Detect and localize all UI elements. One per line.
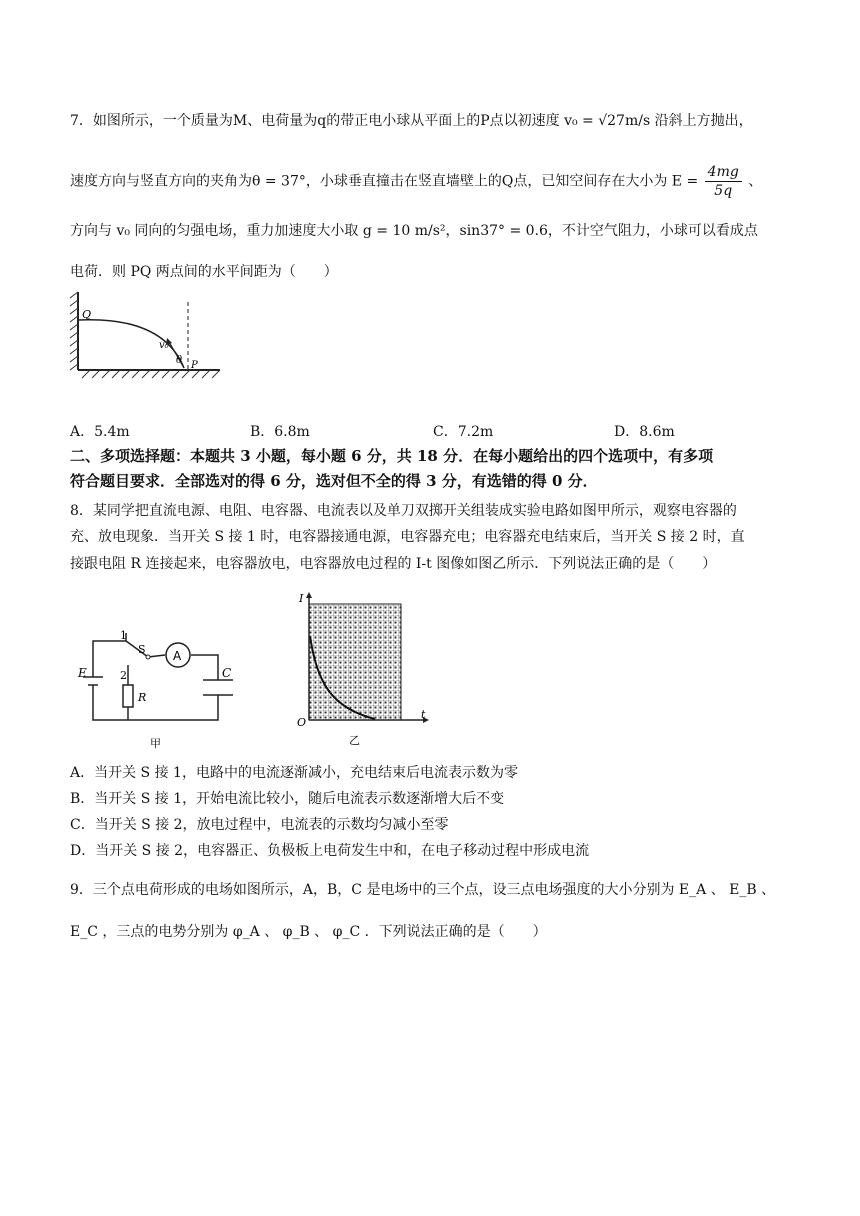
q7-line-3: 方向与 v₀ 同向的匀强电场，重力加速度大小取 g = 10 m/s²，sin37° = 0.6，不计空气阻力，小球可以看成点 bbox=[70, 223, 758, 239]
q7-option-b: B．6.8m bbox=[250, 424, 310, 440]
q7-line-4: 电荷．则 PQ 两点间的水平间距为（ ） bbox=[70, 264, 338, 280]
resistor-box bbox=[123, 685, 133, 707]
q8-option-d: D．当开关 S 接 2，电容器正、负极板上电荷发生中和，在电子移动过程中形成电流 bbox=[70, 843, 590, 859]
source-e-label: E bbox=[78, 666, 87, 680]
fraction-denominator: 5q bbox=[714, 183, 733, 199]
circuit-diagram bbox=[68, 595, 258, 755]
q9-line-1: 9．三个点电荷形成的电场如图所示，A，B，C 是电场中的三个点，设三点电场强度的大小分别为 E_A 、 E_B 、 bbox=[70, 882, 776, 898]
q8-option-b: B．当开关 S 接 1，开始电流比较小，随后电流表示数逐渐增大后不变 bbox=[70, 791, 505, 807]
figure-yi-label: 乙 bbox=[349, 734, 360, 747]
wall-hatch bbox=[70, 292, 78, 370]
q7-option-c: C．7.2m bbox=[433, 424, 494, 440]
grid-area bbox=[309, 604, 401, 720]
graph-i-label: I bbox=[299, 592, 304, 605]
graph-t-label: t bbox=[421, 708, 426, 721]
q7-option-d: D．8.6m bbox=[614, 424, 675, 440]
switch-pivot bbox=[146, 655, 150, 659]
i-axis-arrow bbox=[306, 592, 312, 598]
point-p-label: P bbox=[191, 360, 198, 371]
current-time-graph bbox=[283, 590, 433, 750]
v0-label: v₀ bbox=[159, 340, 169, 351]
q9-line-2: E_C ，三点的电势分别为 φ_A 、 φ_B 、 φ_C ．下列说法正确的是（ ） bbox=[70, 924, 547, 940]
theta-label: θ bbox=[176, 355, 183, 366]
fraction-numerator: 4mg bbox=[705, 163, 742, 182]
q8-option-c: C．当开关 S 接 2，放电过程中，电流表的示数均匀减小至零 bbox=[70, 817, 449, 833]
q7-option-a: A．5.4m bbox=[70, 424, 130, 440]
q8-line-2: 充、放电现象．当开关 S 接 1 时，电容器接通电源，电容器充电；电容器充电结束后，当开关 S 接 2 时，直 bbox=[70, 529, 745, 545]
q7-line-2-text: 速度方向与竖直方向的夹角为θ = 37°，小球垂直撞击在竖直墙壁上的Q点，已知空间存在大小为 E = bbox=[70, 173, 699, 190]
capacitor-c-label: C bbox=[222, 666, 232, 680]
q7-line-2 bbox=[70, 163, 762, 200]
circuit-wires bbox=[83, 633, 233, 720]
section-2-heading-line-1: 二、多项选择题：本题共 3 小题，每小题 6 分，共 18 分．在每小题给出的四个选项中，有多项 bbox=[70, 447, 714, 465]
terminal-1-label: 1 bbox=[120, 629, 127, 642]
ammeter-a-label: A bbox=[173, 649, 182, 663]
section-2-heading-line-2: 符合题目要求．全部选对的得 6 分，选对但不全的得 3 分，有选错的得 0 分． bbox=[70, 472, 598, 490]
resistor-r-label: R bbox=[138, 691, 147, 704]
q7-line-1: 7．如图所示，一个质量为M、电荷量为q的带正电小球从平面上的P点以初速度 v₀ = √27m/s 沿斜上方抛出， bbox=[70, 113, 753, 129]
graph-origin-label: O bbox=[297, 716, 307, 729]
q7-line-2-tail: 、 bbox=[748, 173, 763, 190]
q8-line-3: 接跟电阻 R 连接起来，电容器放电，电容器放电过程的 I-t 图像如图乙所示．下列说法正确的是（ ） bbox=[70, 556, 717, 572]
ground-hatch bbox=[82, 370, 220, 378]
e-field-fraction bbox=[705, 163, 742, 200]
q8-option-a: A．当开关 S 接 1，电路中的电流逐渐减小，充电结束后电流表示数为零 bbox=[70, 765, 518, 781]
figure-jia-label: 甲 bbox=[150, 737, 161, 750]
switch-s-label: S bbox=[138, 643, 146, 656]
terminal-2-label: 2 bbox=[120, 669, 127, 682]
q8-line-1: 8．某同学把直流电源、电阻、电容器、电流表以及单刀双掷开关组装成实验电路如图甲所示，观察电容器的 bbox=[70, 503, 737, 519]
q7-projectile-figure bbox=[68, 288, 228, 403]
point-q-label: Q bbox=[82, 308, 92, 321]
